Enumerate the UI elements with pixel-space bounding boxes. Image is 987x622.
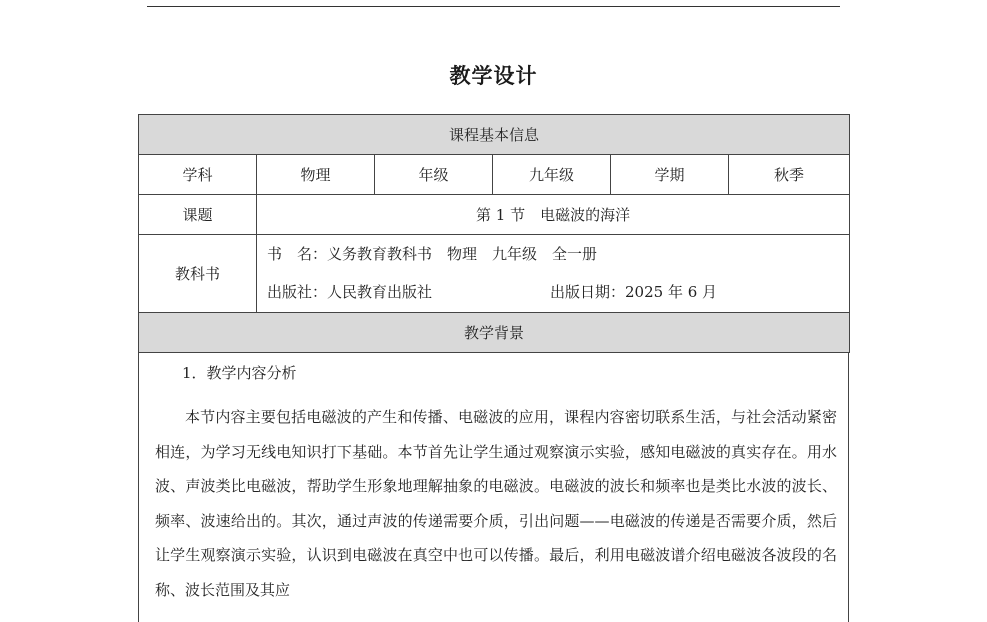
grade-label: 年级	[375, 155, 493, 195]
content-analysis-paragraph: 本节内容主要包括电磁波的产生和传播、电磁波的应用，课程内容密切联系生活，与社会活动紧密相连，为学习无线电知识打下基础。本节首先让学生通过观察演示实验，感知电磁波的真实存在。用水波、声波类比电磁波，帮助学生形象地理解抽象的电磁波。电磁波的波长和频率也是类比水波的波长、频率、波速给出的。其次，通过声波的传递需要介质，引出问题——电磁波的传递是否需要介质，然后让学生观察演示实验，认识到电磁波在真空中也可以传播。最后，利用电磁波谱介绍电磁波各波段的名称、波长范围及其应	[155, 408, 837, 599]
subject-label: 学科	[139, 155, 257, 195]
course-info-header: 课程基本信息	[139, 115, 850, 155]
subject-value: 物理	[257, 155, 375, 195]
teaching-background-body	[138, 352, 849, 622]
teaching-background-header: 教学背景	[139, 313, 850, 353]
term-value: 秋季	[729, 155, 850, 195]
term-label: 学期	[611, 155, 729, 195]
textbook-details	[257, 235, 850, 313]
book-name-line: 书 名：义务教育教科书 物理 九年级 全一册	[267, 245, 598, 263]
publish-date-line: 出版日期：2025 年 6 月	[550, 283, 718, 301]
textbook-label: 教科书	[139, 235, 257, 313]
topic-label: 课题	[139, 195, 257, 235]
publisher-row	[267, 273, 849, 311]
content-analysis-heading: 1．教学内容分析	[182, 364, 297, 382]
topic-value: 第 1 节 电磁波的海洋	[257, 195, 850, 235]
document-title: 教学设计	[449, 63, 538, 88]
grade-value: 九年级	[493, 155, 611, 195]
header-rule	[147, 6, 840, 7]
course-info-table	[138, 114, 850, 353]
publisher-line: 出版社：人民教育出版社	[267, 283, 433, 301]
